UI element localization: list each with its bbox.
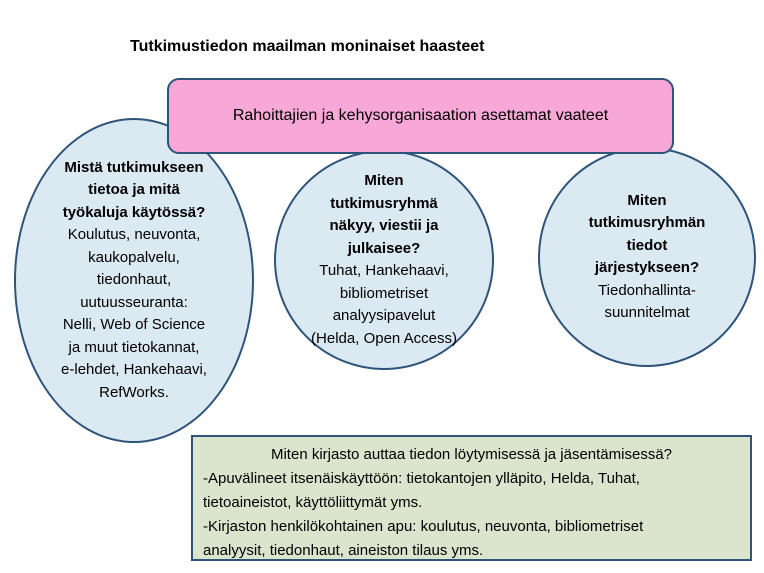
heading-line: tutkimusryhmän (588, 214, 706, 231)
heading-line: tietoa ja mitä (88, 181, 180, 199)
ellipse-information-sources-text (61, 157, 207, 405)
library-help-question: Miten kirjasto auttaa tiedon löytymisessä ja jäsentämisessä? (270, 446, 673, 463)
heading-line: työkaluja käytössä? (62, 203, 206, 221)
body-line: Nelli, Web of Science (62, 316, 206, 334)
body-line: tiedonhaut, (96, 271, 172, 289)
body-line: suunnitelmat (604, 304, 690, 321)
body-line: analyysipavelut (332, 307, 436, 324)
body-line: kaukopalvelu, (88, 248, 180, 266)
body-line: ja muut tietokannat, (68, 338, 200, 356)
ellipse-visibility-publishing (274, 150, 494, 370)
library-help-line: tietoaineistot, käyttöliittymät yms. (203, 494, 423, 511)
heading-line: Miten (364, 172, 404, 189)
diagram-title: Tutkimustiedon maailman moninaiset haasteet (130, 38, 485, 55)
heading-line: järjestykseen? (594, 259, 700, 276)
ellipse-information-sources (14, 118, 254, 443)
body-line: Tuhat, Hankehaavi, (319, 262, 449, 279)
body-line: RefWorks. (99, 383, 169, 401)
library-help-line: -Apuvälineet itsenäiskäyttöön: tietokantojen ylläpito, Helda, Tuhat, (203, 470, 640, 487)
heading-line: Miten (627, 191, 667, 209)
library-help-line: analyysit, tiedonhaut, aineiston tilaus yms. (203, 542, 484, 559)
library-help-line: -Kirjaston henkilökohtainen apu: koulutus, neuvonta, bibliometriset (203, 518, 644, 535)
body-line: uutuusseuranta: (80, 293, 188, 311)
heading-line: Mistä tutkimukseen (64, 158, 204, 176)
funders-requirements-text: Rahoittajien ja kehysorganisaation asettamat vaateet (232, 107, 609, 124)
body-line: e-lehdet, Hankehaavi, (61, 361, 207, 379)
body-line: Koulutus, neuvonta, (67, 226, 201, 244)
body-line: bibliometriset (339, 284, 429, 302)
ellipse-visibility-publishing-text (311, 170, 457, 350)
body-line: (Helda, Open Access) (311, 329, 457, 347)
heading-line: näkyy, viestii ja (329, 217, 439, 234)
heading-line: tutkimusryhmä (330, 194, 438, 212)
funders-requirements-box (167, 78, 674, 154)
body-line: Tiedonhallinta- (598, 281, 696, 299)
heading-line: julkaisee? (347, 239, 421, 257)
heading-line: tiedot (626, 236, 668, 254)
ellipse-data-management-text (589, 190, 706, 325)
ellipse-data-management (538, 147, 756, 367)
library-help-box (191, 435, 752, 561)
